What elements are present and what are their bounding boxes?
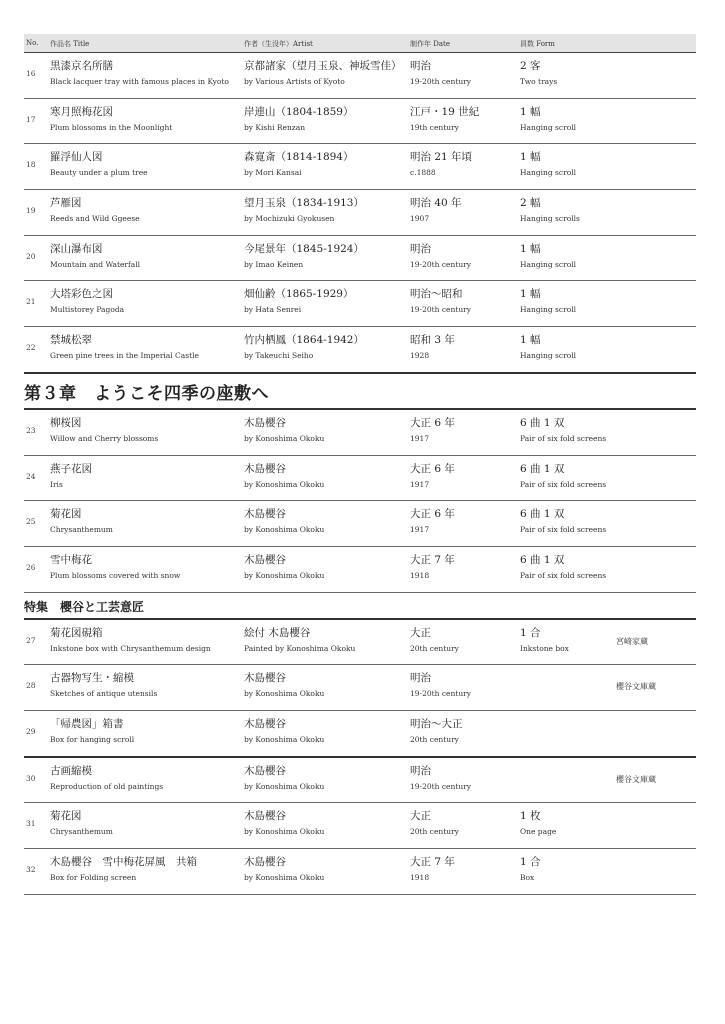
form-english: Pair of six fold screens: [520, 479, 607, 489]
form-english: Pair of six fold screens: [520, 525, 607, 535]
title-english: Beauty under a plum tree: [50, 168, 148, 178]
form-english: Hanging scrolls: [520, 214, 580, 224]
date-japanese: 大正: [410, 626, 431, 639]
date-japanese: 明治～大正: [410, 717, 463, 730]
artist-english: by Konoshima Okoku: [244, 570, 325, 580]
form-japanese: 1 幅: [520, 334, 541, 347]
table-row: [24, 281, 696, 327]
table-row: [24, 327, 696, 374]
title-english: Sketches of antique utensils: [50, 689, 158, 699]
form-japanese: 1 合: [520, 626, 541, 639]
date-english: 1917: [410, 479, 430, 489]
title-english: Green pine trees in the Imperial Castle: [50, 351, 199, 361]
table-row: [24, 620, 696, 666]
date-english: c.1888: [410, 168, 436, 178]
artist-japanese: 木島櫻谷: [244, 856, 286, 868]
title-english: Plum blossoms in the Moonlight: [50, 122, 173, 132]
artist-japanese: 絵付 木島櫻谷: [244, 626, 311, 639]
artist-japanese: 木島櫻谷: [244, 672, 286, 685]
item-number: 23: [26, 425, 36, 435]
date-japanese: 昭和 3 年: [410, 334, 455, 347]
artist-english: by Konoshima Okoku: [244, 781, 325, 791]
title-japanese: 禁城松翠: [50, 334, 92, 347]
title-japanese: 柳桜図: [50, 416, 82, 429]
form-english: Pair of six fold screens: [520, 433, 607, 443]
date-english: 19-20th century: [410, 305, 471, 315]
item-number: 24: [26, 471, 36, 481]
date-japanese: 明治 21 年頃: [410, 151, 473, 164]
form-japanese: 1 合: [520, 856, 541, 868]
title-english: Black lacquer tray with famous places in Kyoto: [50, 77, 229, 86]
date-japanese: 明治: [410, 60, 431, 72]
date-english: 1918: [410, 570, 430, 580]
artist-english: by Imao Keinen: [244, 259, 304, 269]
form-japanese: 1 枚: [520, 810, 541, 823]
artist-japanese: 今尾景年（1845-1924）: [244, 242, 364, 255]
date-english: 20th century: [410, 827, 459, 837]
artist-japanese: 木島櫻谷: [244, 462, 286, 475]
date-english: 19-20th century: [410, 77, 471, 86]
artist-japanese: 森寛斎（1814-1894）: [244, 151, 354, 164]
date-english: 1917: [410, 433, 430, 443]
date-english: 20th century: [410, 734, 459, 744]
title-japanese: 羅浮仙人図: [50, 151, 103, 164]
artist-english: by Konoshima Okoku: [244, 433, 325, 443]
table-row: [24, 803, 696, 849]
date-japanese: 大正 6 年: [410, 462, 455, 475]
title-english: Reeds and Wild Ggeese: [50, 214, 140, 224]
form-english: Hanging scroll: [520, 122, 577, 132]
title-japanese: 菊花図: [50, 508, 82, 521]
artist-japanese: 木島櫻谷: [244, 764, 286, 777]
artist-japanese: 竹内栖鳳（1864-1942）: [244, 334, 364, 347]
title-japanese: 菊花図硯箱: [50, 626, 103, 639]
item-number: 18: [26, 160, 36, 170]
title-japanese: 深山瀑布図: [50, 242, 103, 255]
chapter-title: 第３章 ようこそ四季の座敷へ: [24, 383, 269, 404]
title-english: Inkstone box with Chrysanthemum design: [50, 643, 211, 653]
title-english: Willow and Cherry blossoms: [50, 433, 159, 443]
artist-japanese: 岸連山（1804-1859）: [244, 105, 354, 118]
collection-note: 櫻谷文庫蔵: [616, 682, 656, 692]
artist-english: by Konoshima Okoku: [244, 479, 325, 489]
date-japanese: 大正 6 年: [410, 508, 455, 521]
table-row: [24, 410, 696, 456]
date-english: 20th century: [410, 643, 459, 653]
special-section-heading: [24, 593, 696, 620]
form-japanese: 6 曲 1 双: [520, 508, 565, 521]
item-number: 16: [26, 69, 36, 78]
form-english: Hanging scroll: [520, 351, 577, 361]
title-english: Box for hanging scroll: [50, 734, 135, 744]
artist-japanese: 木島櫻谷: [244, 810, 286, 823]
table-row: [24, 501, 696, 547]
title-japanese: 大塔彩色之図: [50, 288, 113, 301]
artist-english: by Konoshima Okoku: [244, 525, 325, 535]
date-japanese: 大正 6 年: [410, 416, 455, 429]
chapter-heading: [24, 374, 696, 410]
date-japanese: 明治: [410, 672, 431, 685]
form-japanese: 1 幅: [520, 105, 541, 118]
artist-english: by Mochizuki Gyokusen: [244, 214, 335, 224]
date-japanese: 明治～昭和: [410, 288, 463, 301]
table-row: [24, 236, 696, 282]
item-number: 31: [26, 819, 36, 829]
date-japanese: 大正 7 年: [410, 553, 455, 566]
date-english: 1928: [410, 351, 430, 361]
catalog-list: [24, 34, 696, 895]
item-number: 19: [26, 206, 36, 216]
item-number: 30: [26, 773, 36, 783]
table-row: [24, 99, 696, 145]
title-english: Reproduction of old paintings: [50, 781, 164, 791]
date-english: 19-20th century: [410, 689, 471, 699]
title-english: Chrysanthemum: [50, 525, 113, 535]
date-english: 19-20th century: [410, 259, 471, 269]
date-japanese: 明治: [410, 242, 431, 255]
title-japanese: 黒漆京名所膳: [50, 60, 113, 72]
item-number: 26: [26, 562, 36, 572]
artist-english: by Konoshima Okoku: [244, 689, 325, 699]
form-english: Pair of six fold screens: [520, 570, 607, 580]
title-japanese: 古器物写生・縮模: [50, 672, 134, 685]
catalog-rows: [24, 53, 696, 895]
form-japanese: 2 幅: [520, 197, 541, 210]
form-japanese: 1 幅: [520, 288, 541, 301]
title-english: Chrysanthemum: [50, 827, 113, 837]
item-number: 27: [26, 635, 36, 645]
title-english: Iris: [50, 479, 63, 489]
form-english: Hanging scroll: [520, 259, 577, 269]
artist-japanese: 木島櫻谷: [244, 717, 286, 730]
title-english: Multistorey Pagoda: [50, 305, 125, 315]
header-no: No.: [26, 39, 39, 47]
title-japanese: 木島櫻谷 雪中梅花屏風 共箱: [50, 856, 197, 868]
table-row: [24, 758, 696, 804]
form-japanese: 1 幅: [520, 242, 541, 255]
date-english: 1907: [410, 214, 430, 224]
title-japanese: 雪中梅花: [50, 553, 92, 566]
title-japanese: 古画縮模: [50, 764, 92, 777]
header-date: 制作年 Date: [410, 40, 450, 48]
artist-english: by Konoshima Okoku: [244, 873, 325, 882]
form-english: Two trays: [520, 77, 558, 86]
title-english: Box for Folding screen: [50, 873, 137, 882]
date-japanese: 明治 40 年: [410, 197, 462, 210]
artist-japanese: 望月玉泉（1834-1913）: [244, 197, 364, 210]
table-row: [24, 53, 696, 99]
form-japanese: 6 曲 1 双: [520, 462, 565, 475]
form-japanese: 6 曲 1 双: [520, 553, 565, 566]
form-english: Hanging scroll: [520, 305, 577, 315]
item-number: 20: [26, 251, 36, 261]
title-japanese: 芦雁図: [50, 197, 82, 210]
artist-english: by Takeuchi Seiho: [244, 351, 314, 361]
table-header: [24, 34, 696, 53]
table-row: [24, 456, 696, 502]
form-english: Inkstone box: [520, 643, 569, 653]
artist-english: by Hata Senrei: [244, 305, 302, 315]
form-english: Box: [520, 873, 535, 882]
item-number: 29: [26, 726, 36, 736]
artist-english: Painted by Konoshima Okoku: [244, 643, 356, 653]
date-english: 19th century: [410, 122, 459, 132]
table-row: [24, 547, 696, 593]
table-row: [24, 849, 696, 895]
artist-japanese: 畑仙齢（1865-1929）: [244, 288, 354, 301]
date-japanese: 大正: [410, 810, 431, 823]
artist-japanese: 木島櫻谷: [244, 553, 286, 566]
artist-english: by Various Artists of Kyoto: [244, 77, 345, 86]
artist-english: by Kishi Renzan: [244, 122, 306, 132]
form-japanese: 6 曲 1 双: [520, 416, 565, 429]
item-number: 22: [26, 343, 36, 353]
collection-note: 櫻谷文庫蔵: [616, 774, 656, 784]
table-row: [24, 711, 696, 758]
artist-japanese: 木島櫻谷: [244, 508, 286, 521]
date-english: 1918: [410, 873, 430, 882]
table-row: [24, 190, 696, 236]
title-japanese: 寒月照梅花図: [50, 105, 113, 118]
artist-english: by Konoshima Okoku: [244, 734, 325, 744]
artist-japanese: 木島櫻谷: [244, 416, 286, 429]
date-japanese: 江戸・19 世紀: [410, 105, 480, 118]
form-japanese: 2 客: [520, 60, 541, 72]
collection-note: 宮崎家蔵: [616, 636, 648, 646]
header-artist: 作者（生没年）Artist: [244, 40, 313, 48]
title-japanese: 菊花図: [50, 810, 82, 823]
artist-japanese: 京都諸家（望月玉泉、神坂雪佳）: [244, 60, 402, 72]
form-japanese: 1 幅: [520, 151, 541, 164]
item-number: 28: [26, 681, 36, 691]
table-row: [24, 144, 696, 190]
table-row: [24, 665, 696, 711]
artist-english: by Konoshima Okoku: [244, 827, 325, 837]
header-title: 作品名 Title: [50, 40, 90, 48]
title-english: Mountain and Waterfall: [50, 259, 141, 269]
date-japanese: 大正 7 年: [410, 856, 455, 868]
date-english: 1917: [410, 525, 430, 535]
form-english: Hanging scroll: [520, 168, 577, 178]
special-section-title: 特集 櫻谷と工芸意匠: [24, 599, 145, 614]
artist-english: by Mori Kansai: [244, 168, 302, 178]
item-number: 25: [26, 517, 36, 527]
header-form: 員数 Form: [520, 40, 555, 48]
item-number: 21: [26, 297, 36, 307]
item-number: 17: [26, 114, 36, 124]
item-number: 32: [26, 865, 36, 874]
form-english: One page: [520, 827, 557, 837]
title-japanese: 燕子花図: [50, 462, 92, 475]
title-english: Plum blossoms covered with snow: [50, 570, 181, 580]
title-japanese: 「帰農図」箱書: [50, 717, 124, 730]
date-english: 19-20th century: [410, 781, 471, 791]
date-japanese: 明治: [410, 764, 431, 777]
